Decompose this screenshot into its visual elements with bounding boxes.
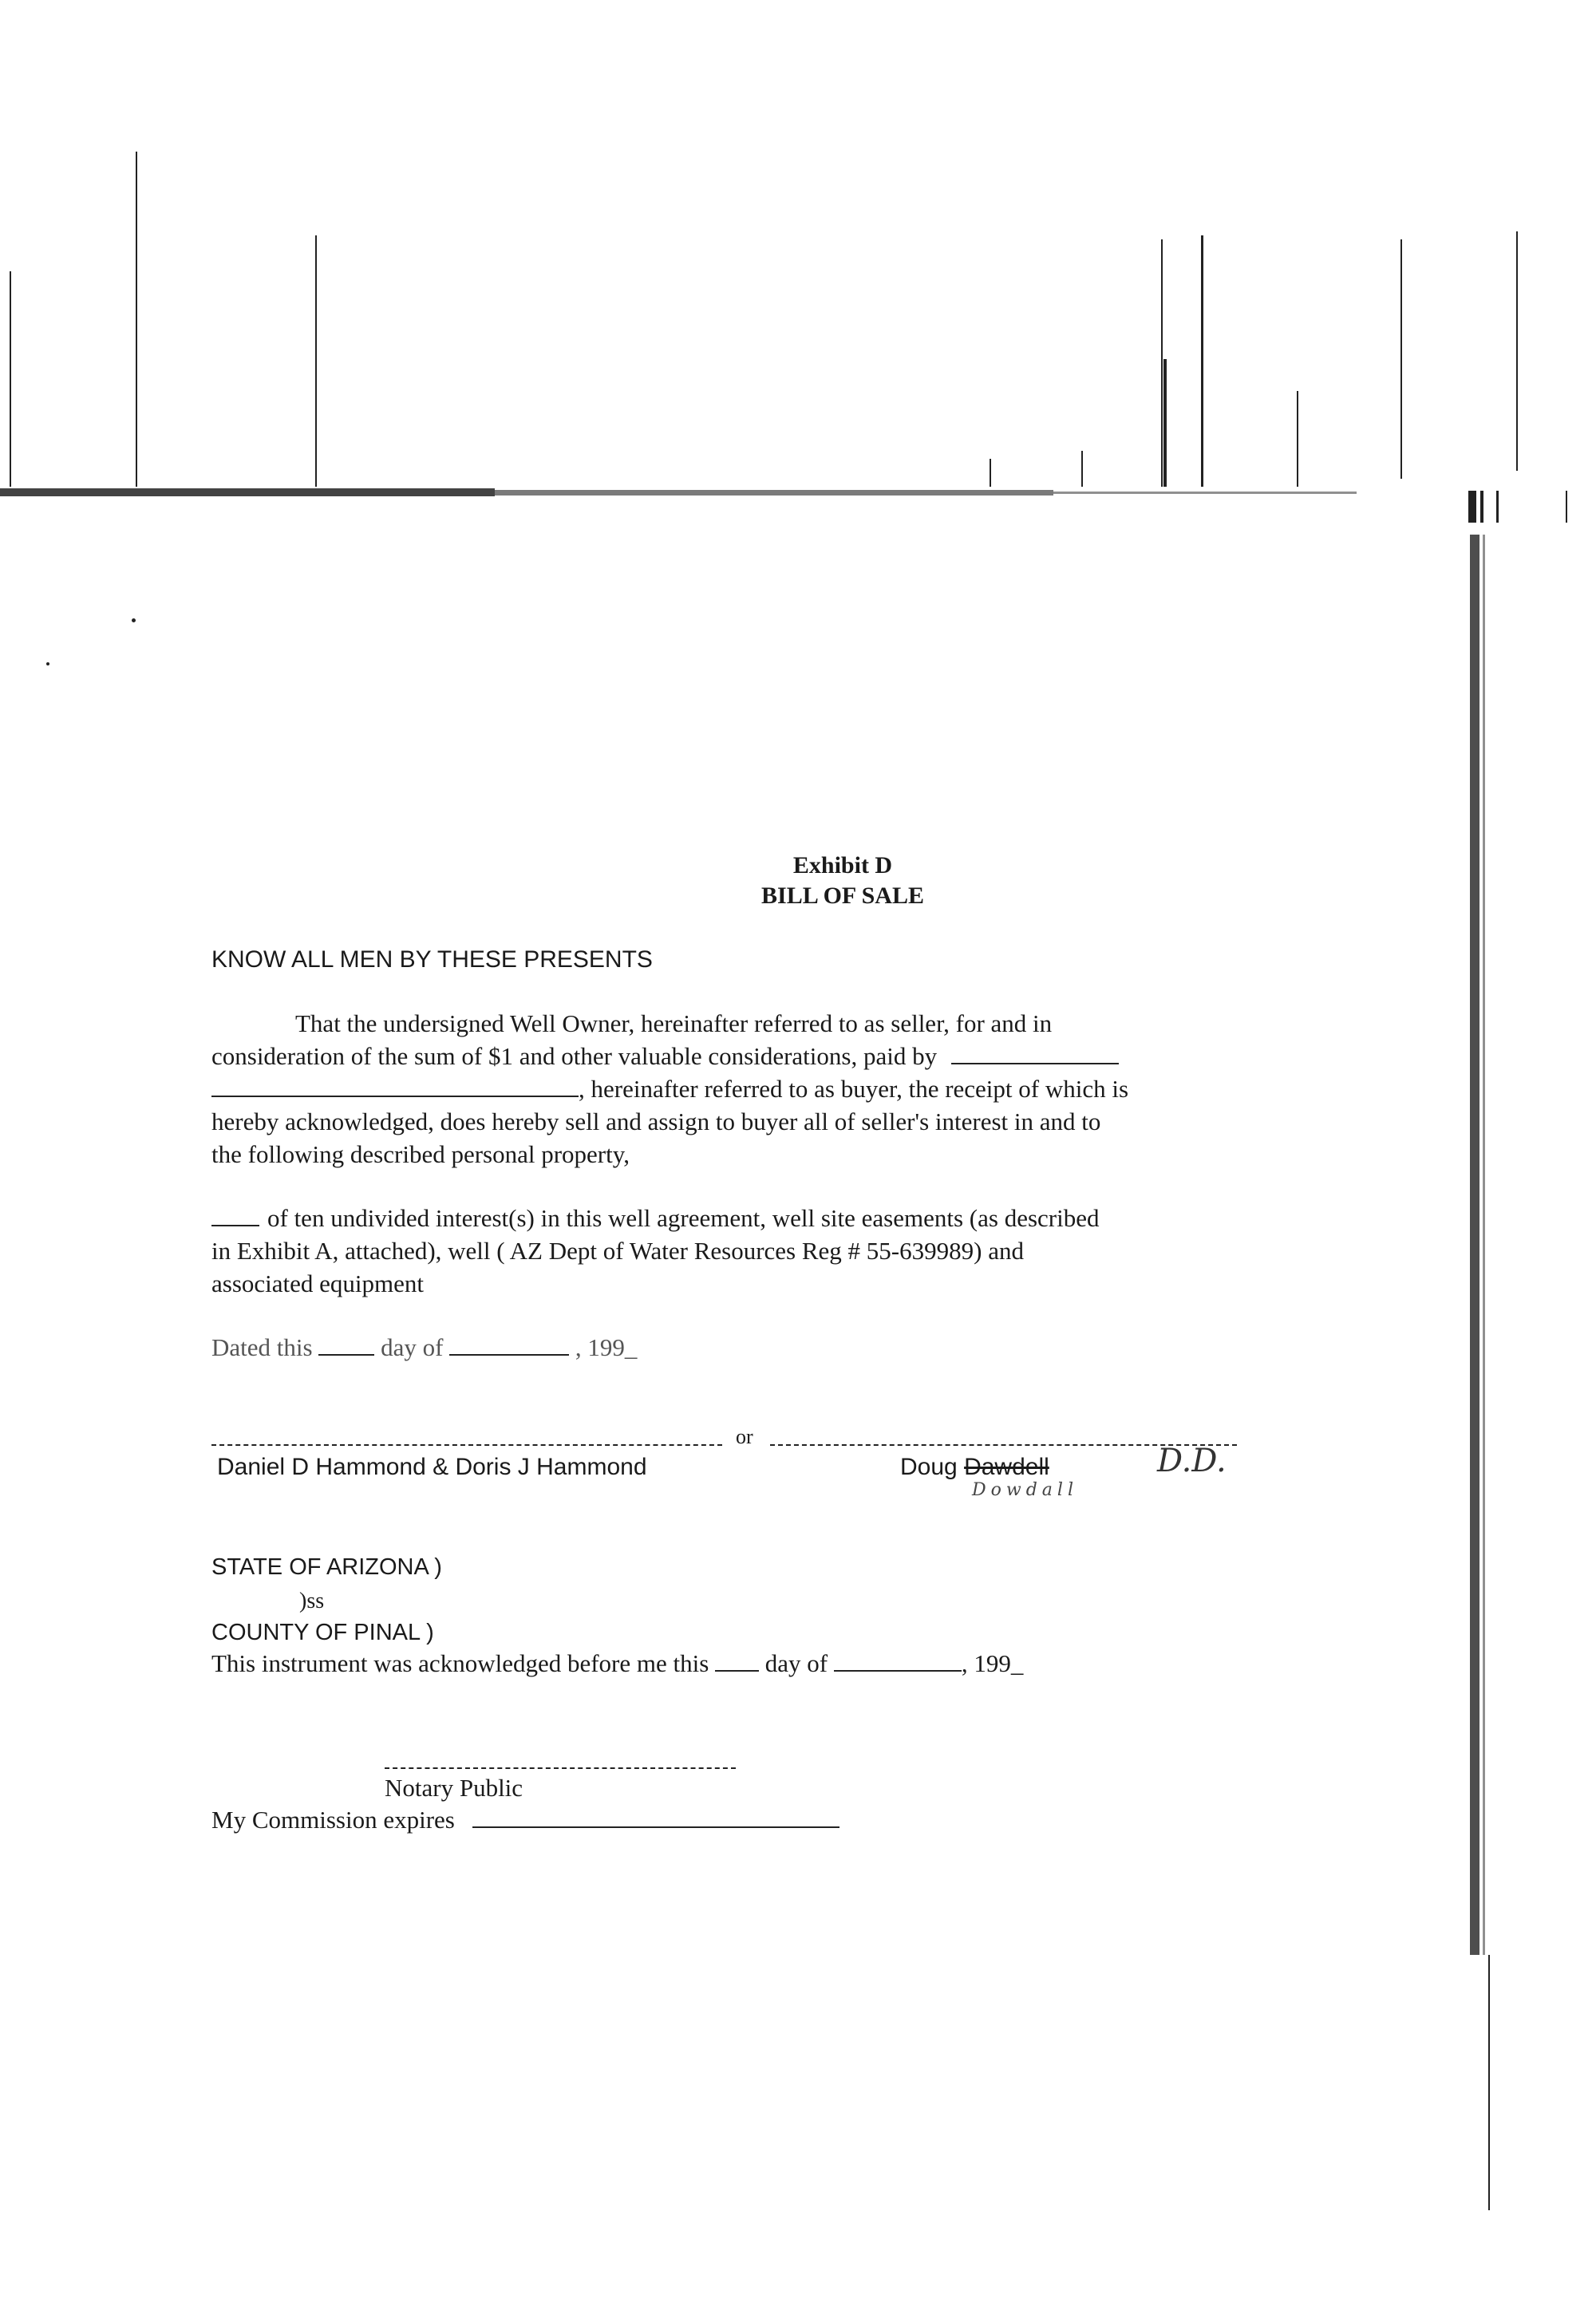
commission-label: My Commission expires — [211, 1806, 455, 1834]
intro-heading: KNOW ALL MEN BY THESE PRESENTS — [211, 946, 653, 973]
buyer-handwritten-correction: Dowdall — [972, 1480, 1078, 1500]
dated-year: , 199_ — [575, 1333, 638, 1361]
buyer-name-blank-2 — [211, 1076, 579, 1097]
seller-names: Daniel D Hammond & Doris J Hammond — [217, 1454, 647, 1480]
document-title: BILL OF SALE — [761, 882, 924, 909]
notary-public-label: Notary Public — [385, 1774, 523, 1802]
paragraph1-line5: the following described personal property, — [211, 1140, 630, 1168]
paragraph1-line2 — [211, 1040, 1119, 1072]
paragraph1-line4: hereby acknowledged, does hereby sell and assign to buyer all of seller's interest in and to — [211, 1108, 1101, 1135]
exhibit-label: Exhibit D — [792, 852, 893, 879]
paragraph1-line3-text: , hereinafter referred to as buyer, the receipt of which is — [579, 1075, 1129, 1103]
notary-ss: )ss — [299, 1589, 325, 1613]
paragraph1-line1: That the undersigned Well Owner, hereinafter referred to as seller, for and in — [295, 1009, 1053, 1037]
seller-signature-line — [211, 1444, 722, 1446]
buyer-struck-surname: Dawdell — [964, 1454, 1049, 1480]
paragraph2-line2: in Exhibit A, attached), well ( AZ Dept of Water Resources Reg # 55-639989) and — [211, 1237, 1024, 1265]
dated-prefix: Dated this — [211, 1333, 313, 1361]
notary-signature-line — [385, 1767, 736, 1769]
commission-expires-line — [211, 1803, 839, 1836]
notary-state: STATE OF ARIZONA ) — [211, 1554, 442, 1580]
interest-count-blank — [211, 1206, 259, 1226]
ack-month-blank — [834, 1651, 962, 1672]
paragraph1-line3 — [211, 1072, 1128, 1105]
paragraph1-line2-text: consideration of the sum of $1 and other valuable considerations, paid by — [211, 1042, 938, 1070]
buyer-initials: D.D. — [1157, 1443, 1227, 1479]
notary-acknowledgment — [211, 1647, 1023, 1680]
paragraph2-line3: associated equipment — [211, 1269, 424, 1297]
notary-county: COUNTY OF PINAL ) — [211, 1620, 434, 1645]
ack-prefix: This instrument was acknowledged before me this — [211, 1649, 709, 1677]
buyer-first-name: Doug — [900, 1454, 958, 1480]
ack-middle: day of — [764, 1649, 828, 1677]
dated-line — [211, 1331, 637, 1364]
ack-year: , 199_ — [961, 1649, 1024, 1677]
dated-middle: day of — [381, 1333, 444, 1361]
buyer-name — [900, 1451, 1049, 1483]
signature-or: or — [736, 1425, 753, 1448]
buyer-name-blank — [951, 1044, 1119, 1064]
commission-date-blank — [472, 1807, 839, 1828]
ack-day-blank — [715, 1651, 759, 1672]
paragraph2-line1 — [211, 1202, 1099, 1234]
dated-month-blank — [449, 1335, 569, 1356]
paragraph2-line1-text: of ten undivided interest(s) in this well agreement, well site easements (as described — [267, 1204, 1100, 1232]
dated-day-blank — [318, 1335, 374, 1356]
